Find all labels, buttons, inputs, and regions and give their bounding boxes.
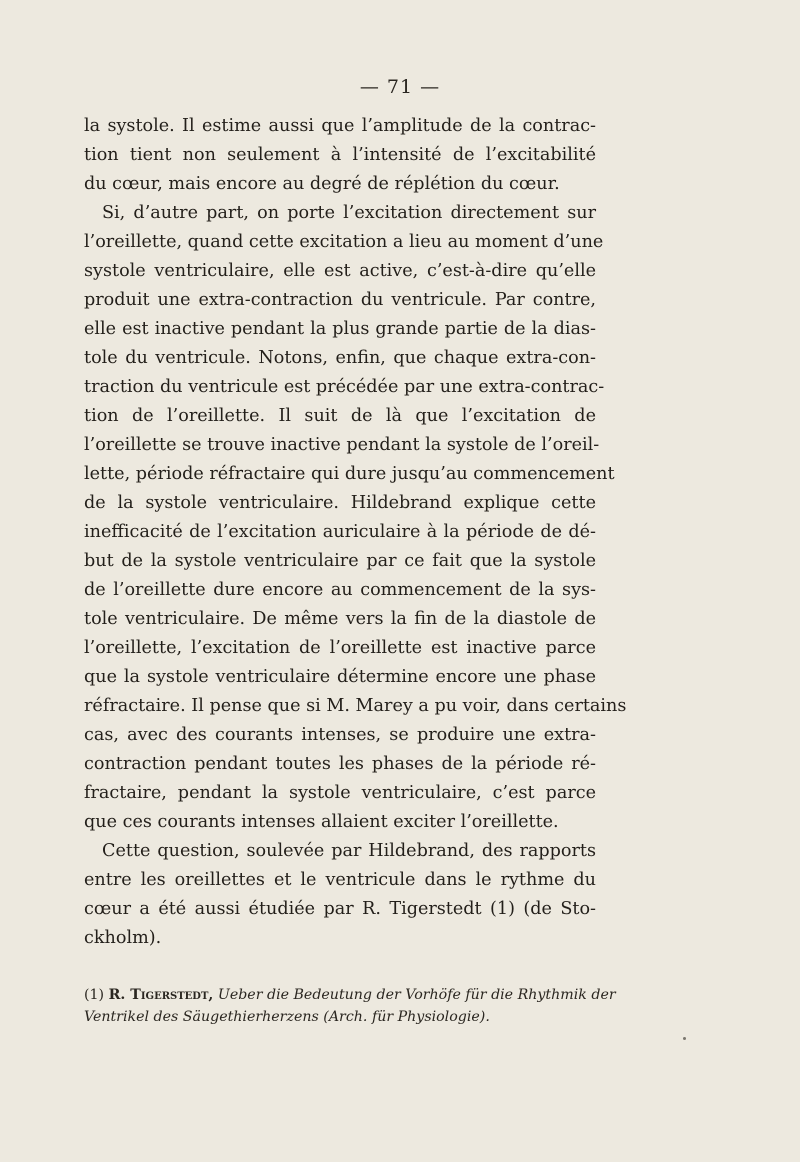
text-line: traction du ventricule est précédée par une extra-contrac- <box>84 377 605 397</box>
footnote-title: Ueber die Bedeutung der Vorhöfe für die Rhythmik der <box>217 987 616 1003</box>
text-line: entre les oreillettes et le ventricule dans le rythme du <box>84 870 596 890</box>
text-line: réfractaire. Il pense que si M. Marey a pu voir, dans certains <box>84 696 627 716</box>
text-line: tion de l’oreillette. Il suit de là que l’excitation de <box>84 406 596 426</box>
text-line: contraction pendant toutes les phases de la période ré- <box>84 754 596 774</box>
footnote-line <box>84 1006 596 1028</box>
text-line: systole ventriculaire, elle est active, c’est-à-dire qu’elle <box>84 261 596 281</box>
text-line: ckholm). <box>84 928 162 948</box>
text-line: l’oreillette, l’excitation de l’oreillette est inactive parce <box>84 638 596 658</box>
text-line: que la systole ventriculaire détermine encore une phase <box>84 667 596 687</box>
text-line: de l’oreillette dure encore au commencement de la sys- <box>84 580 596 600</box>
text-line: tion tient non seulement à l’intensité de l’excitabilité <box>84 145 596 165</box>
text-line: elle est inactive pendant la plus grande partie de la dias- <box>84 319 596 339</box>
text-line: l’oreillette, quand cette excitation a lieu au moment d’une <box>84 232 604 252</box>
text-line: cœur a été aussi étudiée par R. Tigerstedt (1) (de Sto- <box>84 899 596 919</box>
text-line: tole ventriculaire. De même vers la fin de la diastole de <box>84 609 596 629</box>
text-line: tole du ventricule. Notons, enfin, que chaque extra-con- <box>84 348 596 368</box>
text-line: lette, période réfractaire qui dure jusqu’au commencement <box>84 464 615 484</box>
text-line: Cette question, soulevée par Hildebrand, des rapports <box>102 841 596 861</box>
footnote-title-continued: Ventrikel des Säugethierherzens <box>84 1009 319 1025</box>
text-line: de la systole ventriculaire. Hildebrand explique cette <box>84 493 596 513</box>
text-line: produit une extra-contraction du ventricule. Par contre, <box>84 290 596 310</box>
text-line: que ces courants intenses allaient exciter l’oreillette. <box>84 812 559 832</box>
text-line: fractaire, pendant la systole ventriculaire, c’est parce <box>84 783 596 803</box>
text-line: la systole. Il estime aussi que l’amplitude de la contrac- <box>84 116 596 136</box>
footnote-marker: (1) <box>84 987 105 1003</box>
text-line: l’oreillette se trouve inactive pendant la systole de l’oreil- <box>84 435 600 455</box>
footnote <box>84 984 616 1028</box>
footnote-source: (Arch. für Physiologie). <box>323 1009 490 1025</box>
text-line: cas, avec des courants intenses, se produire une extra- <box>84 725 596 745</box>
text-line: Si, d’autre part, on porte l’excitation directement sur <box>102 203 596 223</box>
body-text <box>84 112 627 953</box>
text-line: but de la systole ventriculaire par ce fait que la systole <box>84 551 596 571</box>
text-line: du cœur, mais encore au degré de réplétion du cœur. <box>84 174 560 194</box>
footnote-line <box>84 984 616 1006</box>
paper-speck <box>683 1037 686 1040</box>
footnote-author: R. Tigerstedt, <box>108 987 214 1003</box>
text-line: inefficacité de l’excitation auriculaire à la période de dé- <box>84 522 596 542</box>
page-number: — 71 — <box>359 76 441 98</box>
